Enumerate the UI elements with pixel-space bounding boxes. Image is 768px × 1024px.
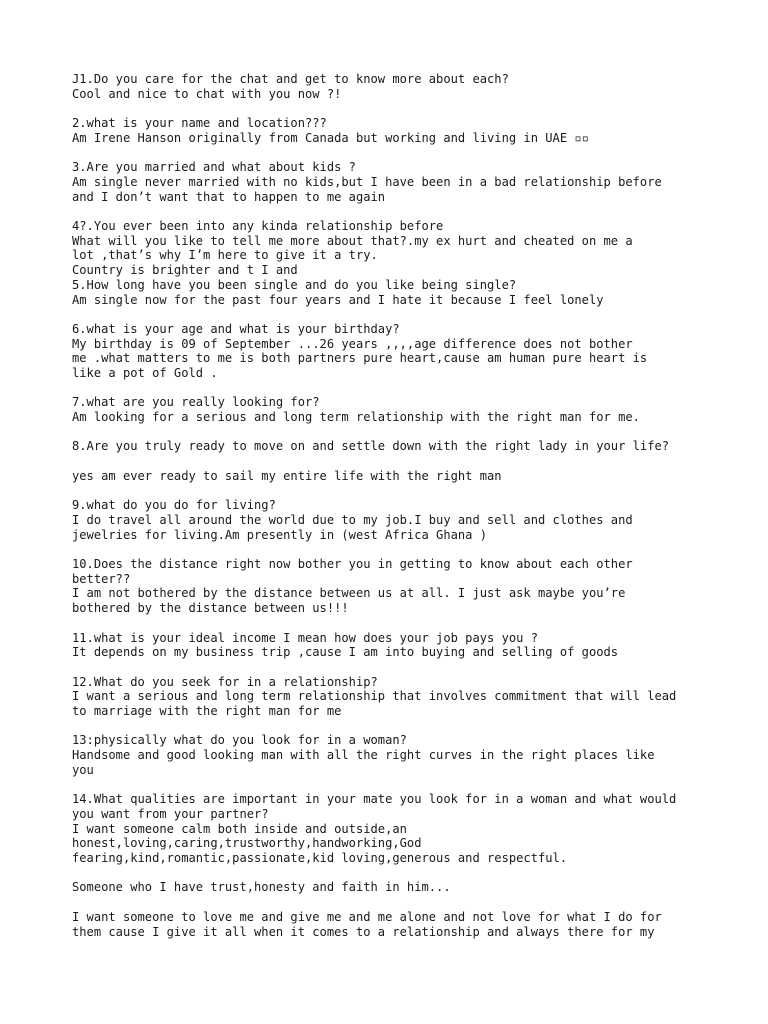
text-line: I do travel all around the world due to my job.I buy and sell and clothes and xyxy=(72,512,633,527)
text-paragraph xyxy=(72,469,732,484)
text-line: Handsome and good looking man with all the right curves in the right places like xyxy=(72,748,655,763)
text-paragraph xyxy=(72,439,732,454)
text-line: me .what matters to me is both partners pure heart,cause am human pure heart is xyxy=(72,351,648,366)
text-paragraph xyxy=(72,116,732,145)
text-line: I want someone to love me and give me and me alone and not love for what I do for xyxy=(72,909,662,924)
text-line: 5.How long have you been single and do you like being single? xyxy=(72,277,517,292)
text-paragraph xyxy=(72,631,732,660)
text-line: What will you like to tell me more about that?.my ex hurt and cheated on me a xyxy=(72,233,633,248)
text-line: like a pot of Gold . xyxy=(72,366,218,380)
document-page xyxy=(72,72,732,954)
text-line: 6.what is your age and what is your birthday? xyxy=(72,321,400,336)
text-paragraph xyxy=(72,880,732,895)
text-line: I want someone calm both inside and outside,an xyxy=(72,821,407,836)
text-paragraph xyxy=(72,557,732,616)
text-line: yes am ever ready to sail my entire life with the right man xyxy=(72,468,502,483)
text-line: 10.Does the distance right now bother you in getting to know about each other xyxy=(72,557,633,572)
text-line: and I don’t want that to happen to me again xyxy=(72,189,386,204)
text-line: Am looking for a serious and long term relationship with the right man for me. xyxy=(72,410,640,425)
text-paragraph xyxy=(72,219,732,307)
text-line: lot ,that’s why I’m here to give it a try. xyxy=(72,248,378,263)
text-line: better?? xyxy=(72,571,131,586)
text-line: It depends on my business trip ,cause I am into buying and selling of goods xyxy=(72,645,619,660)
text-paragraph xyxy=(72,72,732,101)
text-paragraph xyxy=(72,910,732,939)
text-line: J1.Do you care for the chat and get to know more about each? xyxy=(72,72,509,86)
text-line: Am Irene Hanson originally from Canada but working and living in UAE ▫▫ xyxy=(72,130,589,145)
text-line: bothered by the distance between us!!! xyxy=(72,601,349,616)
text-line: 9.what do you do for living? xyxy=(72,498,276,513)
text-line: Am single never married with no kids,but I have been in a bad relationship before xyxy=(72,174,662,189)
text-line: 3.Are you married and what about kids ? xyxy=(72,160,356,175)
text-line: My birthday is 09 of September ...26 years ,,,,age difference does not bother xyxy=(72,336,633,351)
text-line: Country is brighter and t I and xyxy=(72,263,298,278)
text-line: to marriage with the right man for me xyxy=(72,704,342,719)
text-line: you xyxy=(72,762,94,777)
text-line: honest,loving,caring,trustworthy,handworking,God xyxy=(72,836,422,851)
text-paragraph xyxy=(72,395,732,424)
text-line: fearing,kind,romantic,passionate,kid loving,generous and respectful. xyxy=(72,851,568,866)
text-line: you want from your partner? xyxy=(72,806,269,821)
text-line: 2.what is your name and location??? xyxy=(72,116,327,131)
text-line: 12.What do you seek for in a relationship? xyxy=(72,674,378,689)
text-paragraph xyxy=(72,322,732,381)
text-line: 7.what are you really looking for? xyxy=(72,395,320,410)
text-line: 8.Are you truly ready to move on and settle down with the right lady in your life? xyxy=(72,439,670,454)
text-line: 4?.You ever been into any kinda relationship before xyxy=(72,218,444,233)
text-line: Someone who I have trust,honesty and faith in him... xyxy=(72,880,451,895)
text-line: jewelries for living.Am presently in (west Africa Ghana ) xyxy=(72,527,488,542)
text-line: I want a serious and long term relationship that involves commitment that will lead xyxy=(72,689,677,704)
text-paragraph xyxy=(72,792,732,866)
text-line: 13:physically what do you look for in a woman? xyxy=(72,733,407,748)
text-line: I am not bothered by the distance between us at all. I just ask maybe you’re xyxy=(72,586,626,601)
text-line: Cool and nice to chat with you now ?! xyxy=(72,86,342,101)
text-paragraph xyxy=(72,675,732,719)
text-line: 11.what is your ideal income I mean how does your job pays you ? xyxy=(72,630,538,645)
text-line: them cause I give it all when it comes to a relationship and always there for my xyxy=(72,924,655,939)
text-paragraph xyxy=(72,733,732,777)
text-line: Am single now for the past four years and I hate it because I feel lonely xyxy=(72,292,604,307)
text-paragraph xyxy=(72,498,732,542)
text-paragraph xyxy=(72,160,732,204)
text-line: 14.What qualities are important in your mate you look for in a woman and what would xyxy=(72,792,677,807)
